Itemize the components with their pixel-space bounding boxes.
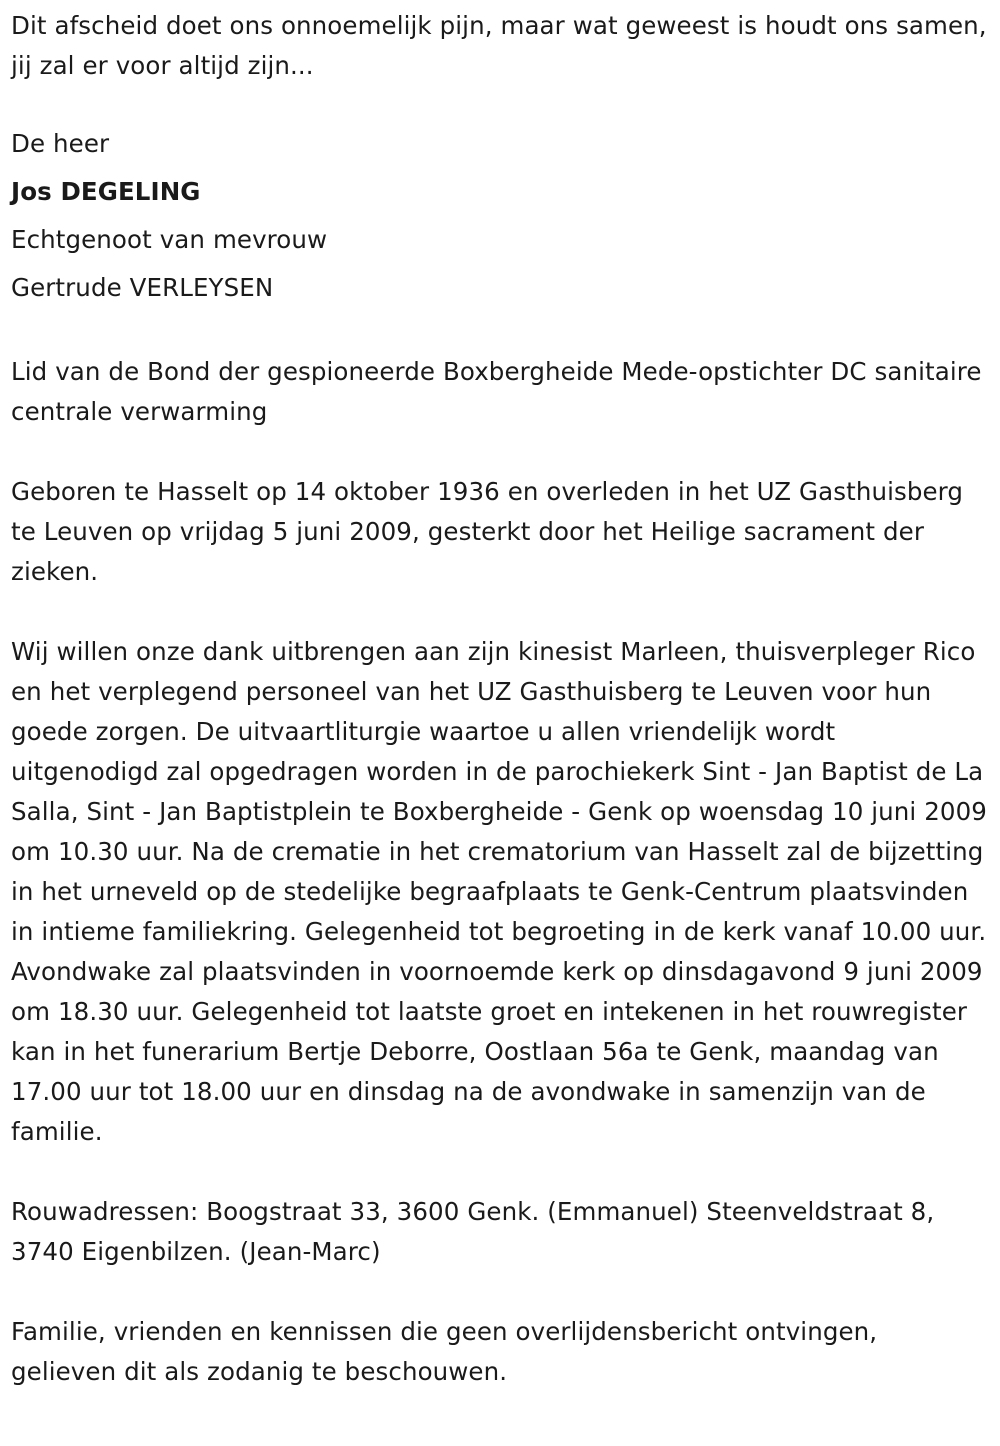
spacer (11, 592, 990, 632)
intro-text: Dit afscheid doet ons onnoemelijk pijn, maar wat geweest is houdt ons samen, jij zal er voor altijd zijn... (11, 11, 987, 80)
spacer (11, 312, 990, 352)
spacer (11, 432, 990, 472)
honorific: De heer (11, 129, 110, 158)
closing-text: Familie, vrienden en kennissen die geen overlijdensbericht ontvingen, gelieven dit als zodanig te beschouwen. (11, 1317, 878, 1386)
thanks-ceremony-text: Wij willen onze dank uitbrengen aan zijn kinesist Marleen, thuisverpleger Rico en het verplegend personeel van het UZ Gasthuisberg te Leuven voor hun goede zorgen. De uitvaartliturgie waartoe u allen vriendelijk wordt uitgenodigd zal opgedragen worden in de parochiekerk Sint - Jan Baptist de La Salla, Sint - Jan Baptistplein te Boxbergheide - Genk op woensdag 10 juni 2009 om 10.30 uur. Na de crematie in het crematorium van Hasselt zal de bijzetting in het urneveld op de stedelijke begraafplaats te Genk-Centrum plaatsvinden in intieme familiekring. Gelegenheid tot begroeting in de kerk vanaf 10.00 uur. Avondwake zal plaatsvinden in voornoemde kerk op dinsdagavond 9 juni 2009 om 18.30 uur. Gelegenheid tot laatste groet en intekenen in het rouwregister kan in het funerarium Bertje Deborre, Oostlaan 56a te Genk, maandag van 17.00 uur tot 18.00 uur en dinsdag na de avondwake in samenzijn van de familie. (11, 637, 987, 1146)
deceased-name: Jos DEGELING (11, 177, 201, 206)
spacer (11, 1272, 990, 1312)
membership-text: Lid van de Bond der gespioneerde Boxbergheide Mede-opstichter DC sanitaire centrale verwarming (11, 357, 982, 426)
spacer (11, 1152, 990, 1192)
mourning-addresses: Rouwadressen: Boogstraat 33, 3600 Genk. (Emmanuel) Steenveldstraat 8, 3740 Eigenbilzen. (Jean-Marc) (11, 1197, 935, 1266)
birth-death-text: Geboren te Hasselt op 14 oktober 1936 en overleden in het UZ Gasthuisberg te Leuven op vrijdag 5 juni 2009, gesterkt door het Heilige sacrament der zieken. (11, 477, 964, 586)
spouse-line-1: Echtgenoot van mevrouw (11, 225, 328, 254)
spouse-line-2: Gertrude VERLEYSEN (11, 273, 274, 302)
